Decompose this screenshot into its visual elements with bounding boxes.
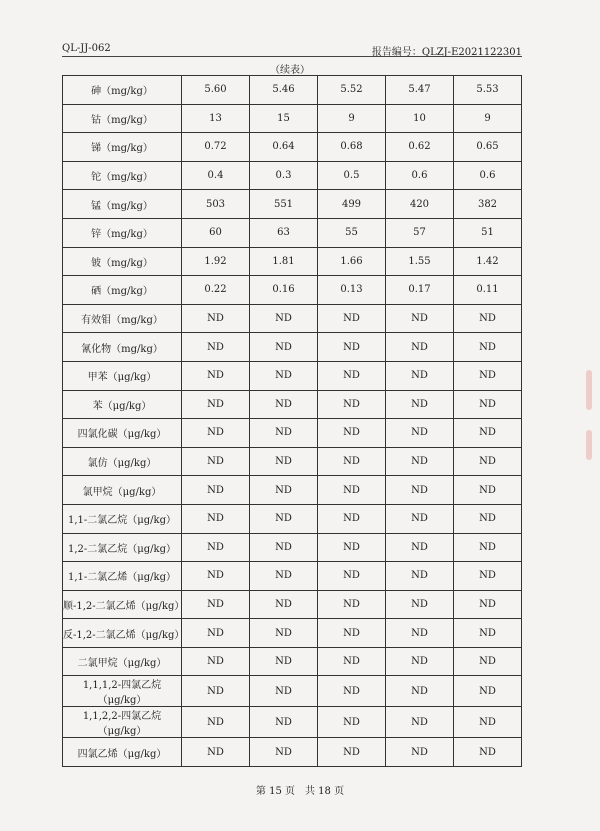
parameter-name-cell: 锌（mg/kg）	[63, 218, 182, 247]
sample-value-cell: ND	[318, 390, 386, 419]
parameter-name-cell: 1,1,1,2-四氯乙烷（μg/kg）	[63, 676, 182, 707]
sample-value-cell: 420	[386, 190, 454, 219]
sample-value-cell: 51	[454, 218, 522, 247]
sample-value-cell: ND	[386, 676, 454, 707]
sample-value-cell: ND	[454, 390, 522, 419]
sample-value-cell: 15	[250, 104, 318, 133]
table-row	[63, 676, 522, 707]
sample-value-cell: 0.17	[386, 276, 454, 305]
sample-value-cell: 499	[318, 190, 386, 219]
table-row	[63, 562, 522, 591]
table-row	[63, 276, 522, 305]
sample-value-cell: 5.46	[250, 76, 318, 105]
sample-value-cell: 9	[318, 104, 386, 133]
sample-value-cell: ND	[318, 304, 386, 333]
sample-value-cell: ND	[386, 707, 454, 738]
sample-value-cell: 382	[454, 190, 522, 219]
table-row	[63, 738, 522, 767]
table-row	[63, 590, 522, 619]
table-row	[63, 190, 522, 219]
table-row	[63, 476, 522, 505]
sample-value-cell: ND	[454, 504, 522, 533]
sample-value-cell: ND	[454, 447, 522, 476]
sample-value-cell: ND	[386, 476, 454, 505]
parameter-name-cell: 二氯甲烷（μg/kg）	[63, 647, 182, 676]
sample-value-cell: ND	[454, 333, 522, 362]
sample-value-cell: ND	[182, 304, 250, 333]
sample-value-cell: ND	[182, 676, 250, 707]
table-row	[63, 104, 522, 133]
sample-value-cell: ND	[182, 738, 250, 767]
red-stamp-mark	[586, 370, 592, 410]
sample-value-cell: ND	[250, 676, 318, 707]
sample-value-cell: ND	[250, 707, 318, 738]
sample-value-cell: ND	[454, 304, 522, 333]
sample-value-cell: 1.92	[182, 247, 250, 276]
report-number: 报告编号：QLZJ-E2021122301	[371, 47, 522, 58]
sample-value-cell: ND	[454, 738, 522, 767]
sample-value-cell: 55	[318, 218, 386, 247]
parameter-name-cell: 四氯化碳（μg/kg）	[63, 419, 182, 448]
sample-value-cell: ND	[318, 590, 386, 619]
sample-value-cell: ND	[182, 590, 250, 619]
sample-value-cell: ND	[386, 419, 454, 448]
sample-value-cell: ND	[454, 533, 522, 562]
table-row	[63, 76, 522, 105]
sample-value-cell: ND	[250, 447, 318, 476]
sample-value-cell: 0.65	[454, 133, 522, 162]
sample-value-cell: ND	[386, 590, 454, 619]
sample-value-cell: ND	[386, 333, 454, 362]
sample-value-cell: ND	[454, 590, 522, 619]
sample-value-cell: ND	[250, 476, 318, 505]
table-row	[63, 504, 522, 533]
sample-value-cell: ND	[386, 390, 454, 419]
sample-value-cell: ND	[454, 676, 522, 707]
sample-value-cell: ND	[250, 590, 318, 619]
sample-value-cell: ND	[318, 533, 386, 562]
sample-value-cell: ND	[454, 707, 522, 738]
parameter-name-cell: 氰化物（mg/kg）	[63, 333, 182, 362]
sample-value-cell: 1.66	[318, 247, 386, 276]
table-row	[63, 218, 522, 247]
parameter-name-cell: 锰（mg/kg）	[63, 190, 182, 219]
sample-value-cell: ND	[250, 361, 318, 390]
sample-value-cell: ND	[250, 647, 318, 676]
sample-value-cell: ND	[182, 707, 250, 738]
sample-value-cell: ND	[250, 562, 318, 591]
sample-value-cell: ND	[182, 647, 250, 676]
sample-value-cell: ND	[386, 738, 454, 767]
sample-value-cell: ND	[318, 447, 386, 476]
sample-value-cell: 1.81	[250, 247, 318, 276]
sample-value-cell: 0.68	[318, 133, 386, 162]
page-number: 第 15 页 共 18 页	[255, 786, 345, 797]
sample-value-cell: ND	[182, 419, 250, 448]
sample-value-cell: ND	[318, 361, 386, 390]
document-code: QL-JJ-062	[62, 43, 111, 54]
parameter-name-cell: 有效钼（mg/kg）	[63, 304, 182, 333]
sample-value-cell: 5.52	[318, 76, 386, 105]
sample-value-cell: ND	[454, 476, 522, 505]
parameter-name-cell: 顺-1,2-二氯乙烯（μg/kg）	[63, 590, 182, 619]
parameter-name-cell: 硒（mg/kg）	[63, 276, 182, 305]
parameter-name-cell: 氯甲烷（μg/kg）	[63, 476, 182, 505]
red-stamp-mark	[586, 430, 592, 460]
table-row	[63, 247, 522, 276]
table-row	[63, 647, 522, 676]
sample-value-cell: 0.3	[250, 161, 318, 190]
table-row	[63, 447, 522, 476]
table-row	[63, 419, 522, 448]
sample-value-cell: ND	[182, 476, 250, 505]
sample-value-cell: 0.72	[182, 133, 250, 162]
sample-value-cell: 503	[182, 190, 250, 219]
parameter-name-cell: 反-1,2-二氯乙烯（μg/kg）	[63, 619, 182, 648]
parameter-name-cell: 钴（mg/kg）	[63, 104, 182, 133]
sample-value-cell: ND	[386, 562, 454, 591]
parameter-name-cell: 锑（mg/kg）	[63, 133, 182, 162]
table-row	[63, 619, 522, 648]
sample-value-cell: ND	[318, 647, 386, 676]
table-row	[63, 133, 522, 162]
sample-value-cell: ND	[318, 504, 386, 533]
sample-value-cell: ND	[454, 361, 522, 390]
sample-value-cell: 0.6	[454, 161, 522, 190]
sample-value-cell: 0.5	[318, 161, 386, 190]
sample-value-cell: 0.22	[182, 276, 250, 305]
sample-value-cell: ND	[318, 476, 386, 505]
sample-value-cell: ND	[182, 533, 250, 562]
parameter-name-cell: 砷（mg/kg）	[63, 76, 182, 105]
sample-value-cell: ND	[386, 361, 454, 390]
sample-value-cell: ND	[182, 361, 250, 390]
sample-value-cell: ND	[454, 562, 522, 591]
table-row	[63, 390, 522, 419]
sample-value-cell: ND	[250, 304, 318, 333]
sample-value-cell: ND	[318, 676, 386, 707]
parameter-name-cell: 1,1-二氯乙烯（μg/kg）	[63, 562, 182, 591]
sample-value-cell: ND	[386, 504, 454, 533]
sample-value-cell: 1.42	[454, 247, 522, 276]
sample-value-cell: ND	[318, 333, 386, 362]
table-row	[63, 161, 522, 190]
table-row	[63, 304, 522, 333]
parameter-name-cell: 苯（μg/kg）	[63, 390, 182, 419]
sample-value-cell: ND	[386, 447, 454, 476]
sample-value-cell: 0.11	[454, 276, 522, 305]
parameter-name-cell: 1,2-二氯乙烷（μg/kg）	[63, 533, 182, 562]
sample-value-cell: 60	[182, 218, 250, 247]
table-row	[63, 333, 522, 362]
sample-value-cell: ND	[250, 419, 318, 448]
sample-value-cell: 0.16	[250, 276, 318, 305]
sample-value-cell: ND	[386, 619, 454, 648]
sample-value-cell: ND	[318, 419, 386, 448]
sample-value-cell: 1.55	[386, 247, 454, 276]
parameter-name-cell: 1,1,2,2-四氯乙烷（μg/kg）	[63, 707, 182, 738]
sample-value-cell: 551	[250, 190, 318, 219]
sample-value-cell: ND	[386, 533, 454, 562]
sample-value-cell: ND	[250, 333, 318, 362]
table-row	[63, 707, 522, 738]
table-row	[63, 361, 522, 390]
sample-value-cell: 9	[454, 104, 522, 133]
header-rule	[62, 56, 522, 57]
sample-value-cell: 10	[386, 104, 454, 133]
sample-value-cell: ND	[182, 562, 250, 591]
sample-value-cell: ND	[250, 738, 318, 767]
results-table	[62, 75, 522, 767]
sample-value-cell: 13	[182, 104, 250, 133]
parameter-name-cell: 铍（mg/kg）	[63, 247, 182, 276]
sample-value-cell: ND	[250, 533, 318, 562]
sample-value-cell: 0.4	[182, 161, 250, 190]
sample-value-cell: 0.62	[386, 133, 454, 162]
parameter-name-cell: 氯仿（μg/kg）	[63, 447, 182, 476]
parameter-name-cell: 四氯乙烯（μg/kg）	[63, 738, 182, 767]
sample-value-cell: 5.53	[454, 76, 522, 105]
results-table-body	[63, 76, 522, 767]
sample-value-cell: ND	[318, 738, 386, 767]
sample-value-cell: ND	[454, 647, 522, 676]
sample-value-cell: ND	[318, 619, 386, 648]
sample-value-cell: 0.64	[250, 133, 318, 162]
parameter-name-cell: 铊（mg/kg）	[63, 161, 182, 190]
sample-value-cell: ND	[386, 647, 454, 676]
sample-value-cell: ND	[250, 390, 318, 419]
sample-value-cell: ND	[182, 504, 250, 533]
sample-value-cell: ND	[250, 504, 318, 533]
sample-value-cell: 0.6	[386, 161, 454, 190]
sample-value-cell: ND	[318, 707, 386, 738]
sample-value-cell: 5.47	[386, 76, 454, 105]
sample-value-cell: 63	[250, 218, 318, 247]
sample-value-cell: ND	[182, 390, 250, 419]
sample-value-cell: ND	[318, 562, 386, 591]
continued-label: （续表）	[270, 65, 310, 76]
sample-value-cell: ND	[182, 447, 250, 476]
sample-value-cell: ND	[250, 619, 318, 648]
sample-value-cell: ND	[182, 333, 250, 362]
sample-value-cell: ND	[386, 304, 454, 333]
table-row	[63, 533, 522, 562]
parameter-name-cell: 甲苯（μg/kg）	[63, 361, 182, 390]
sample-value-cell: 57	[386, 218, 454, 247]
sample-value-cell: 5.60	[182, 76, 250, 105]
sample-value-cell: 0.13	[318, 276, 386, 305]
sample-value-cell: ND	[182, 619, 250, 648]
parameter-name-cell: 1,1-二氯乙烷（μg/kg）	[63, 504, 182, 533]
sample-value-cell: ND	[454, 419, 522, 448]
sample-value-cell: ND	[454, 619, 522, 648]
